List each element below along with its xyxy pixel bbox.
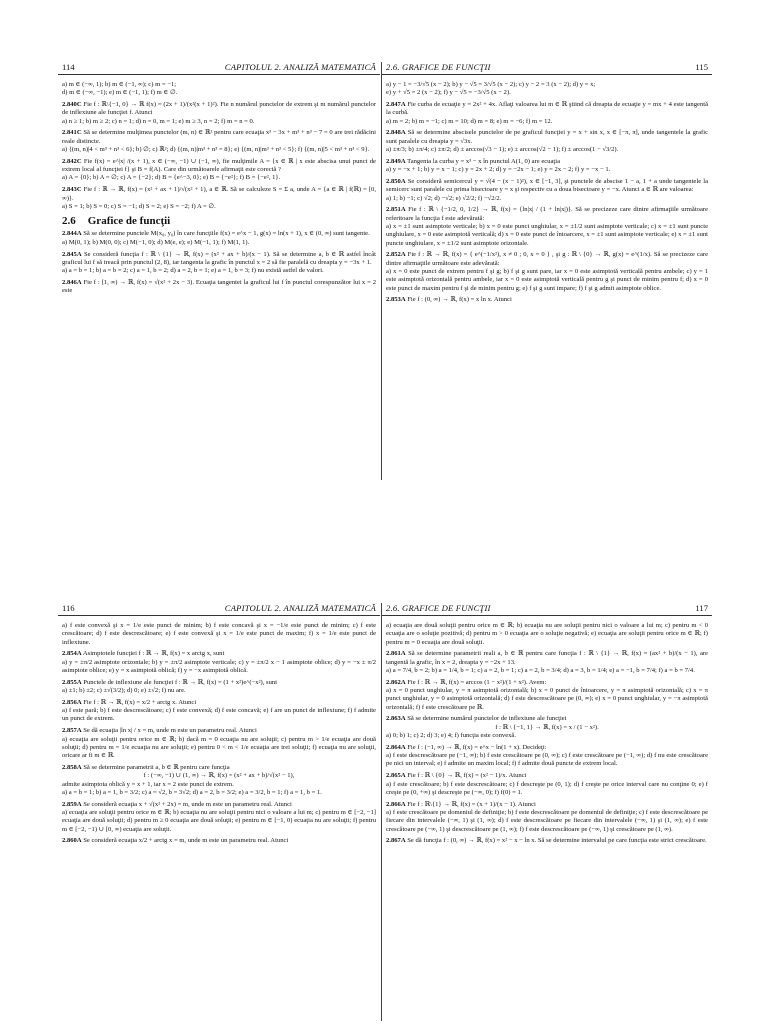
problem-number: 2.843C bbox=[62, 186, 82, 194]
running-title: 2.6. GRAFICE DE FUNCŢII bbox=[386, 62, 491, 72]
problem-answers: a) {(m, n)|4 < m³ + n³ < 6}; b) ∅; c) ℝ²; d) {(m, n)|m³ + n³ = 8}; e) {(m, n)|m³ + n³ < 5}; f) {(m, n)|5 < m³ + n³ < 9}. bbox=[62, 146, 370, 154]
page-number: 114 bbox=[62, 62, 75, 72]
problem-2859A bbox=[62, 801, 376, 834]
problem-2866A bbox=[386, 801, 708, 834]
problem-number: 2.866A bbox=[386, 800, 406, 808]
problem-text: Fie f : ℝ → ℝ, f(x) = (x² + ax + 1)/√(x² + 1), a ∈ ℝ. Să se calculeze S = Σ a, unde A = {a ∈ ℝ | f(ℝ) = [0, ∞)}. bbox=[62, 186, 376, 202]
answer-line: a) m ∈ (−∞, 1); b) m ∈ (−1, ∞); c) m = −1; bbox=[62, 81, 177, 88]
section-title: Grafice de funcţii bbox=[87, 215, 171, 228]
problem-answers: a) ecuaţia are soluţii pentru orice m ∈ ℝ; b) ecuaţia nu are soluţii pentru nici o valoare a lui m; c) pentru m ∈ [−2, −1] ecuaţia are două soluţii; d) pentru m ≥ 0 ecuaţia are două soluţii; e) pentru m ∈ [−1, 0) ecuaţia nu are soluţii; f) pentru m ∈ [−2, −1) ∪ [0, ∞) ecuaţia are soluţii. bbox=[62, 808, 376, 833]
problem-text: Fie f : ℝ\{1} → ℝ, f(x) = (x + 1)/(x − 1). Atunci bbox=[405, 800, 536, 808]
problem-answers: a) ±1; b) ±2; c) ±√(3/2); d) 0; e) ±√2; f) nu are. bbox=[62, 687, 186, 695]
problem-number: 2.860A bbox=[62, 837, 82, 845]
problem-text: Punctele de inflexiune ale funcţiei f : ℝ → ℝ, f(x) = (1 + x²)e^(−x²), sunt bbox=[81, 678, 278, 686]
problem-2860A bbox=[62, 837, 376, 845]
problem-number: 2.858A bbox=[62, 763, 82, 771]
problem-number: 2.863A bbox=[386, 715, 406, 723]
problem-2842C bbox=[62, 158, 376, 183]
problem-number: 2.865A bbox=[386, 772, 406, 780]
problem-answers: a) ±π/3; b) ±π/4; c) ±π/2; d) ± arccos(√3 − 1); e) ± arccos(√2 − 1); f) ± arccos(1 − √3/2). bbox=[386, 146, 619, 154]
page-number: 117 bbox=[695, 603, 708, 613]
problem-formula: f : ℝ \ {−1, 1} → ℝ, f(x) = x / (1 − x²). bbox=[495, 723, 599, 731]
problem-text: Se dă funcţia f : (0, ∞) → ℝ, f(x) = x² − x − ln x. Să se determine intervalul pe care funcţia este strict crescătoare. bbox=[405, 837, 707, 845]
problem-2858A bbox=[62, 764, 376, 797]
problem-text: Se consideră ecuaţia x + √(x² + 2x) = m, unde m este un parametru real. Atunci bbox=[81, 800, 292, 808]
problem-2867A bbox=[386, 837, 708, 845]
problem-text: Fie f(x) = e^|x| /(x + 1), x ∈ (−∞, −1) ∪ (−1, ∞), fie mulţimile A = {x ∈ ℝ | x este abscisa unui punct de extrem local al funcţiei f} şi B = f(A). Care din următoarele afirmaţii este corectă ? bbox=[62, 157, 376, 174]
problem-number: 2.853A bbox=[386, 296, 406, 304]
problem-2862A bbox=[386, 679, 708, 712]
problem-text: Fie f : (−1, ∞) → ℝ, f(x) = e^x − ln(1 + x). Decideţi: bbox=[405, 743, 547, 751]
problem-2848A bbox=[386, 129, 708, 154]
problem-number: 2.851A bbox=[386, 206, 406, 214]
problem-answers: a) m = 2; b) m = −1; c) m = 10; d) m = 8; e) m = −6; f) m = 12. bbox=[386, 117, 553, 125]
problem-2856A bbox=[62, 699, 376, 724]
page-header bbox=[382, 603, 712, 616]
problem-answers: a) y = ±π/2 asimptote orizontale; b) y = ±π/2 asimptote verticale; c) y = ±π/2 x − 1 asimptote oblice; d) y = −x ± π/2 asimptote oblice; e) y = x asimptotă oblică; f) y = −x asimptotă oblică. bbox=[62, 658, 376, 674]
problem-text: Fie f : [1, ∞) → ℝ, f(x) = √(x² + 2x − 3). Ecuaţia tangentei la graficul lui f în punctul corespunzător lui x = 2 este bbox=[62, 278, 376, 295]
problem-answers: a) f este crescătoare; b) f este descrescătoare; c) f descreşte pe (0, 1); d) f creşte pe orice interval care nu conţine 0; e) f creşte pe (0, +∞) şi descreşte pe (−∞, 0); f) f(0) = 1. bbox=[386, 780, 708, 796]
problem-2861A bbox=[386, 650, 708, 675]
problem-2851A bbox=[386, 206, 708, 247]
page-body bbox=[382, 81, 712, 305]
problem-number: 2.841C bbox=[62, 129, 82, 137]
answer-line: e) y + √5 = 2 (x − 2); f) y − √5 = −3/√5 (x − 2). bbox=[386, 89, 511, 97]
problem-answers: a) f este pară; b) f este descrescătoare; c) f este convexă; d) f este concavă; e) f are un punct de inflexiune; f) f admite un punct de extrem. bbox=[62, 707, 376, 723]
problem-2864A bbox=[386, 744, 708, 769]
problem-text: Fie f : ℝ → ℝ, f(x) = arccos (1 − x²)/(1 + x²). Avem: bbox=[405, 678, 547, 686]
problem-number: 2.846A bbox=[62, 278, 82, 286]
problem-number: 2.856A bbox=[62, 698, 82, 706]
answer-line: a) f este convexă şi x = 1/e este punct de minim; b) f este concavă şi x = −1/e este punct de minim; c) f este crescătoare; d) f este descrescătoare; e) f este convexă şi x = 1/e este punct de maxim; f) x = 1/e este punct de inflexiune. bbox=[62, 622, 376, 646]
problem-2849A bbox=[386, 158, 708, 175]
problem-answers: a) S = 1; b) S = 0; c) S = −1; d) S = 2; e) S = −2; f) A = ∅. bbox=[62, 202, 216, 210]
problem-answers: a) M(0, 1); b) M(0, 0); c) M(−1, 0); d) M(e, e); e) M(−1, 1); f) M(1, 1). bbox=[62, 238, 250, 246]
problem-text: Se consideră ecuaţia x/2 + arctg x = m, unde m este un parametru real. Atunci bbox=[81, 837, 289, 845]
running-title: CAPITOLUL 2. ANALIZĂ MATEMATICĂ bbox=[224, 603, 376, 613]
answer-line: d) m ∈ (−∞, −1); e) m ∈ (−1, 1); f) m ∈ ∅. bbox=[62, 89, 178, 97]
problem-2843C bbox=[62, 186, 376, 211]
problem-number: 2.859A bbox=[62, 800, 82, 808]
problem-text: Să se determine parametrii reali a, b ∈ ℝ pentru care funcţia f : ℝ \ {1} → ℝ, f(x) = (ax² + b)/(x − 1), are tangentă la grafic, în x = 2, dreapta y = −2x + 13. bbox=[386, 650, 708, 666]
problem-number: 2.855A bbox=[62, 678, 82, 686]
page-116 bbox=[58, 603, 380, 1021]
problem-text: Fie curba de ecuaţie y = 2x² + 4x. Aflaţi valoarea lui m ∈ ℝ ştiind că dreapta de ecuaţie y = mx + 4 este tangentă la curbă. bbox=[386, 101, 708, 117]
problem-text: Fie f : ℝ\{−1, 0} → ℝ f(x) = (2x + 1)/(x²(x + 1)²). Fie n numărul punctelor de extrem şi m numărul punctelor de inflexiune ale funcţiei f. Atunci bbox=[62, 101, 376, 117]
problem-text: Se dă ecuaţia |ln x| / x = m, unde m este un parametru real. Atunci bbox=[81, 727, 257, 735]
section-number: 2.6 bbox=[62, 215, 76, 228]
page-number: 115 bbox=[695, 62, 708, 72]
problem-answers: a) x = 0 este punct de extrem pentru f şi g; b) f şi g sunt pare, iar x = 0 este asimptotă verticală pentru ambele; c) y = 1 este asimptotă orizontală pentru ambele, iar x = 0 este asimptotă verticală pentru g şi punct de minim pentru f; d) x = 0 este punct de maxim pentru f şi de minim pentru g; e) f şi g sunt impare; f) f şi g admit asimptote oblice. bbox=[386, 267, 708, 292]
page-115 bbox=[382, 62, 712, 480]
problem-2857A bbox=[62, 727, 376, 760]
page-body bbox=[58, 81, 380, 296]
problem-answers: a) a = b = 1; b) a = 1, b = 3/2; c) a = √2, b = 3√2; d) a = 2, b = 3/2; e) a = 3/2, b = 1; f) a = 1, b = 1. bbox=[62, 788, 322, 796]
problem-answers: a) 1; b) −1; c) √2; d) −√2; e) √2/2; f) −√2/2. bbox=[386, 194, 502, 202]
problem-text: Fie f : ℝ → ℝ, f(x) = { e^(−1/x²), x ≠ 0 ; 0, x = 0 } , şi g : ℝ \ {0} → ℝ, g(x) = e^(1/x). Să se precizeze care dintre afirmaţiile următoare este adevărată: bbox=[386, 251, 708, 267]
page-body bbox=[382, 622, 712, 846]
problem-2847A bbox=[386, 101, 708, 126]
section-heading bbox=[62, 215, 376, 228]
problem-number: 2.849A bbox=[386, 157, 406, 165]
problem-formula: f : (−∞, −1) ∪ (1, ∞) → ℝ, f(x) = (x² + ax + b)/√(x² − 1), bbox=[143, 772, 295, 780]
problem-2845A bbox=[62, 251, 376, 276]
problem-2852A bbox=[386, 251, 708, 292]
problem-2853A bbox=[386, 296, 708, 304]
problem-text: Se consideră funcţia f : ℝ \ {1} → ℝ, f(x) = (x² + ax + b)/(x − 1). Să se determine a, b ∈ ℝ astfel încât graficul lui f să treacă prin punctul (2, 8), iar tangenta la grafic în punctul x = 2 să fie paralelă cu dreapta y = −3x + 1. bbox=[62, 250, 376, 266]
page-body bbox=[58, 622, 380, 846]
problem-2854A bbox=[62, 650, 376, 675]
problem-number: 2.864A bbox=[386, 743, 406, 751]
problem-answers: a) A = {0}; b) A = ∅; c) A = {−2}; d) B = {e^−3, 0}; e) B = {−e²}; f) B = {−e², 1}. bbox=[62, 174, 281, 182]
problem-answers: a) y = −x + 1; b) y = x − 1; c) y = 2x + 2; d) y = −2x − 1; e) y = 2x − 2; f) y = −x − 1. bbox=[386, 166, 611, 174]
answer-line: a) y − 1 = −3/√5 (x − 2); b) y − √5 = 3/√5 (x − 2); c) y − 2 = 3 (x − 2); d) y = x; bbox=[386, 81, 596, 88]
problem-text: Fie f : ℝ → ℝ, f(x) = x/2 + arctg x. Atunci bbox=[81, 698, 197, 706]
problem-2840C bbox=[62, 101, 376, 126]
problem-text: Să se determine numărul punctelor de inflexiune ale funcţiei bbox=[405, 715, 567, 723]
problem-answers: a) x = ±1 sunt asimptote verticale; b) x = 0 este punct unghiular, x = ±1/2 sunt asimptote verticale; c) x = ±1 sunt puncte unghiulare, x = 0 este asimptotă verticală; d) x = 0 este punct de întoarcere, x = ±1 sunt asimptote verticale; e) x = ±1 sunt puncte unghiulare, x = ±1/2 sunt asimptote orizontale. bbox=[386, 222, 708, 247]
problem-text: Asimptotele funcţiei f : ℝ → ℝ, f(x) = x arctg x, sunt bbox=[81, 650, 225, 658]
page-header bbox=[382, 62, 712, 75]
problem-number: 2.861A bbox=[386, 650, 406, 658]
problem-number: 2.857A bbox=[62, 727, 82, 735]
problem-answers: a) f este crescătoare pe domeniul de definiţie; b) f este descrescătoare pe domeniul de definiţie; c) f este descrescătoare pe fiecare din intervalele (−∞, 1) şi (1, ∞); d) f este descrescătoare pe fiecare din intervalele (−∞, 1) şi (1, ∞); e) f este crescătoare pe (−∞, 1) şi descrescătoare pe (1, ∞); f) f este descrescătoare pe (−∞, 1) şi crescătoare pe (1, ∞). bbox=[386, 808, 708, 833]
problem-number: 2.867A bbox=[386, 837, 406, 845]
problem-number: 2.850A bbox=[386, 177, 406, 185]
problem-text: Fie f : ℝ \ {−1/2, 0, 1/2} → ℝ, f(x) = {ln|x| / (1 + ln|x|)}. Să se precizeze care dintre afirmaţiile următoare referitoare la funcţia f este adevărată: bbox=[386, 206, 708, 222]
problem-text: admite asimptota oblică y = x + 1, iar x = 2 este punct de extrem. bbox=[62, 780, 234, 788]
problem-number: 2.840C bbox=[62, 101, 82, 109]
page-114 bbox=[58, 62, 380, 480]
page-header bbox=[58, 62, 380, 75]
problem-text: Să se determine mulţimea punctelor (m, n) ∈ ℝ² pentru care ecuaţia x³ − 3x + m³ + n³ − 7 = 0 are trei rădăcini reale distincte. bbox=[62, 129, 376, 145]
problem-answers: a) f este descrescătoare pe (−1, ∞); b) f este crescătoare pe (0, ∞); c) f este crescătoare pe (−1, ∞); d) f nu este crescătoare pe nici un interval; e) f admite un maxim local; f) f admite două puncte de extrem local. bbox=[386, 752, 708, 768]
running-title: 2.6. GRAFICE DE FUNCŢII bbox=[386, 603, 491, 613]
problem-text: Se consideră semicercul y = √(4 − (x − 1)²), x ∈ [−1, 3], şi punctele de abscise 1 − a, 1 + a unde tangentele la semicerc sunt paralele cu prima bisectoare y = x şi respectiv cu a doua bisectoare y = −x. Atunci a ∈ ℝ are valoarea: bbox=[386, 177, 708, 194]
problem-answers: a) a = 7/4, b = 2; b) a = 1/4, b = 1; c) a = 2, b = 1; c) a = 2, b = 3/4; d) a = 3, b = 1/4; e) a = −1, b = 7/4; f) a = b = 7/4. bbox=[386, 666, 695, 674]
problem-2855A bbox=[62, 679, 376, 696]
problem-number: 2.845A bbox=[62, 250, 82, 258]
problem-2844A bbox=[62, 230, 376, 247]
answer-line: a) ecuaţia are două soluţii pentru orice m ∈ ℝ; b) ecuaţia nu are soluţii pentru nici o valoare a lui m; c) pentru m < 0 ecuaţia are o soluţie pozitivă; d) pentru m > 0 ecuaţia are o soluţie negativă; e) ecuaţia are soluţii pentru orice m ∈ ℝ; f) pentru m = 0 ecuaţia are două soluţii. bbox=[386, 622, 708, 646]
problem-text: Să se determine abscisele punctelor de pe graficul funcţiei y = x + sin x, x ∈ [−π, π], unde tangentele la grafic sunt paralele cu dreapta y = √3x. bbox=[386, 129, 708, 145]
problem-2846A bbox=[62, 279, 376, 296]
problem-number: 2.854A bbox=[62, 650, 82, 658]
problem-answers: a) n ≥ 1; b) m ≥ 2; c) n = 1; d) n = 0, m = 1; e) m ≥ 3, n = 2; f) m = n = 0. bbox=[62, 117, 255, 125]
problem-answers: a) x = 0 punct unghiular, y = π asimptotă orizontală; b) x = 0 punct de întoarcere, y = π asimptotă orizontală; c) x = π punct unghiular, y = 0 asimptotă orizontală; d) f este descrescătoare pe (0, ∞); e) x = 0 punct unghiular, y = −π asimptotă orizontală; f) f este crescătoare pe ℝ. bbox=[386, 687, 708, 711]
problem-number: 2.862A bbox=[386, 678, 406, 686]
problem-2865A bbox=[386, 772, 708, 797]
page-header bbox=[58, 603, 380, 616]
problem-number: 2.847A bbox=[386, 101, 406, 109]
page-117 bbox=[382, 603, 712, 1021]
problem-text: Să se determine punctele M(x₀, y₀) în care funcţiile f(x) = e^x − 1, g(x) = ln(x + 1), x ∈ (0, ∞) sunt tangente. bbox=[81, 230, 370, 238]
problem-number: 2.844A bbox=[62, 230, 82, 238]
problem-number: 2.848A bbox=[386, 129, 406, 137]
page-number: 116 bbox=[62, 603, 75, 613]
problem-answers: a) 0; b) 1; c) 2; d) 3; e) 4; f) funcţia este convexă. bbox=[386, 732, 516, 740]
problem-text: Fie f : (0, ∞) → ℝ, f(x) = x ln x. Atunci bbox=[405, 296, 512, 304]
problem-2850A bbox=[386, 178, 708, 203]
problem-number: 2.842C bbox=[62, 157, 82, 165]
problem-text: Să se determine parametrii a, b ∈ ℝ pentru care funcţia bbox=[81, 763, 230, 771]
problem-text: Fie f : ℝ \ {0} → ℝ, f(x) = (x² − 1)/x. Atunci bbox=[405, 772, 527, 780]
problem-text: Tangenta la curba y = x³ − x în punctul A(1, 0) are ecuaţia bbox=[405, 157, 560, 165]
problem-answers: a) a = b = 1; b) a = b = 2; c) a = 1, b = 2; d) a = 2, b = 1; e) a = 1, b = 3; f) nu există astfel de valori. bbox=[62, 267, 324, 275]
problem-2841C bbox=[62, 129, 376, 154]
running-title: CAPITOLUL 2. ANALIZĂ MATEMATICĂ bbox=[224, 62, 376, 72]
problem-answers: a) ecuaţia are soluţii pentru orice m ∈ ℝ; b) dacă m = 0 ecuaţia nu are soluţii; c) pentru m > 1/e ecuaţia are două soluţii; d) pentru m = 1/e ecuaţia nu are soluţii; e) pentru 0 < m < 1/e ecuaţia are trei soluţii; f) ecuaţia nu are soluţii, oricare ar fi m ∈ ℝ. bbox=[62, 735, 376, 760]
problem-2863A bbox=[386, 715, 708, 740]
problem-number: 2.852A bbox=[386, 251, 406, 259]
